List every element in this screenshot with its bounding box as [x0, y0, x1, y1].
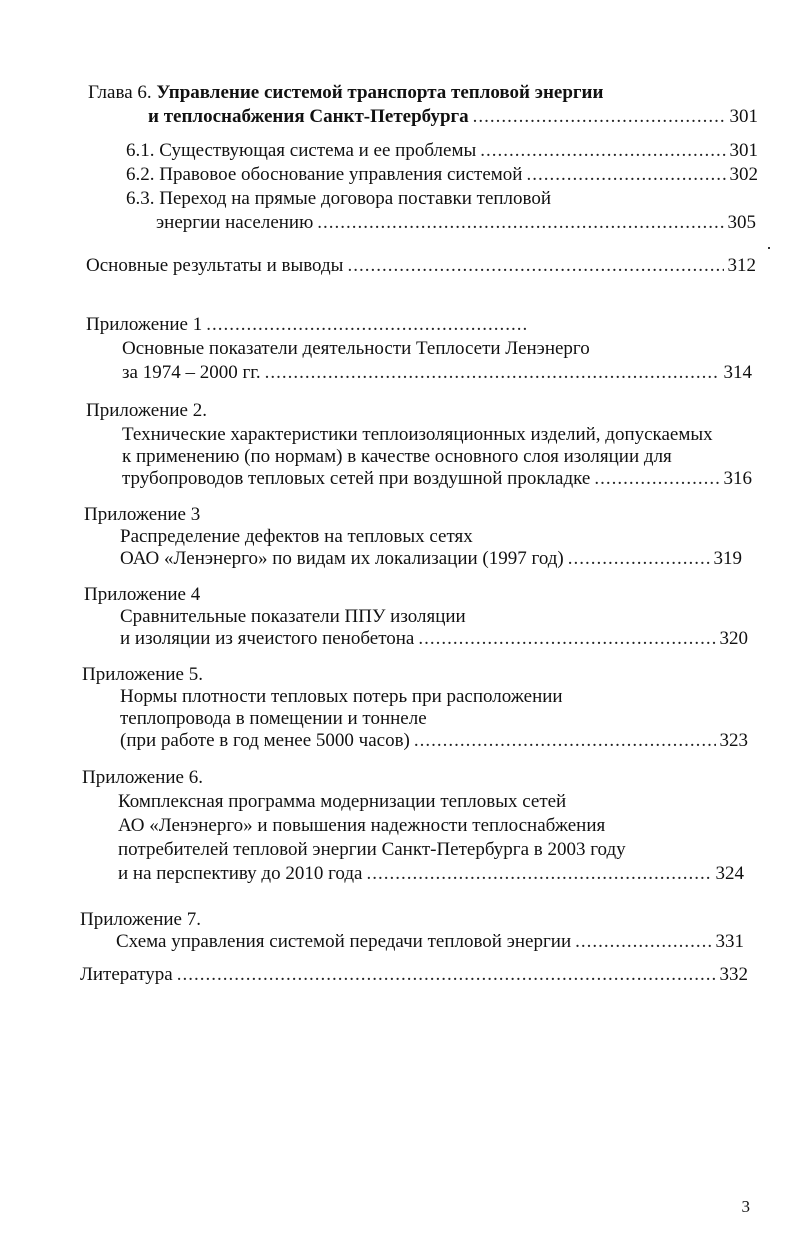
page-ref: 316 [723, 468, 752, 489]
dot-leader [568, 548, 710, 570]
dot-leader [594, 468, 719, 490]
page-ref: 302 [729, 164, 758, 185]
appendix-4-title-line1: Сравнительные показатели ППУ изоляции [120, 606, 466, 627]
dot-leader [177, 964, 716, 986]
appendix-title-last: и на перспективу до 2010 года [118, 863, 363, 884]
appendix-5-title-line2: теплопровода в помещении и тоннеле [120, 708, 427, 729]
dot-leader [347, 255, 723, 277]
appendix-1-title: Основные показатели деятельности Теплосети Ленэнерго [122, 338, 590, 359]
appendix-2-title-line2: к применению (по нормам) в качестве основного слоя изоляции для [122, 446, 672, 467]
toc-entry-appendix-6[interactable] [118, 863, 744, 885]
results-title: Основные результаты и выводы [86, 255, 344, 276]
appendix-3-label: Приложение 3 [84, 504, 201, 525]
toc-entry-literature[interactable] [80, 964, 748, 986]
appendix-2-label: Приложение 2. [86, 400, 207, 421]
page-ref: 314 [723, 362, 752, 383]
scan-speck [768, 247, 770, 249]
dot-leader [526, 164, 725, 186]
page-ref: 324 [715, 863, 744, 884]
appendix-6-title-line1: Комплексная программа модернизации тепловых сетей [118, 791, 567, 812]
toc-entry-appendix-1[interactable] [122, 362, 752, 384]
literature-title: Литература [80, 964, 173, 985]
toc-entry-appendix-5[interactable] [120, 730, 748, 752]
appendix-title-last: и изоляции из ячеистого пенобетона [120, 628, 415, 649]
dot-leader [418, 628, 715, 650]
chapter-6-title-line1 [88, 82, 603, 104]
appendix-title-last: за 1974 – 2000 гг. [122, 362, 261, 383]
page-ref: 312 [727, 255, 756, 276]
page-ref: 301 [729, 140, 758, 161]
appendix-7-label: Приложение 7. [80, 909, 201, 930]
section-title: 6.1. Существующая система и ее проблемы [126, 140, 477, 161]
page-ref: 301 [729, 106, 758, 127]
appendix-title-last: Схема управления системой передачи тепловой энергии [116, 931, 572, 952]
page-ref: 320 [719, 628, 748, 649]
appendix-6-label: Приложение 6. [82, 767, 203, 788]
appendix-title-last: ОАО «Ленэнерго» по видам их локализации (1997 год) [120, 548, 564, 569]
page-number: 3 [741, 1197, 750, 1216]
dot-leader [480, 140, 725, 162]
appendix-label: Приложение 1 [86, 314, 203, 335]
chapter-title-continued: и теплоснабжения Санкт-Петербурга [148, 106, 469, 127]
dot-leader [265, 362, 720, 384]
section-title: 6.2. Правовое обоснование управления системой [126, 164, 523, 185]
toc-entry-appendix-4[interactable] [120, 628, 748, 650]
section-title-continued: энергии населению [156, 212, 314, 233]
toc-entry-section-6-1[interactable] [126, 140, 758, 162]
appendix-5-label: Приложение 5. [82, 664, 203, 685]
page-ref: 323 [719, 730, 748, 751]
toc-entry-results[interactable] [86, 255, 756, 277]
toc-entry-appendix-2[interactable] [122, 468, 752, 490]
appendix-6-title-line2: АО «Ленэнерго» и повышения надежности теплоснабжения [118, 815, 606, 836]
appendix-title-last: трубопроводов тепловых сетей при воздушной прокладке [122, 468, 591, 489]
dot-leader [575, 931, 711, 953]
page-ref: 331 [715, 931, 744, 952]
toc-entry-section-6-2[interactable] [126, 164, 758, 186]
chapter-title: Управление системой транспорта тепловой энергии [156, 82, 604, 103]
toc-entry-appendix-7[interactable] [116, 931, 744, 953]
appendix-3-title-line1: Распределение дефектов на тепловых сетях [120, 526, 473, 547]
appendix-5-title-line1: Нормы плотности тепловых потерь при расположении [120, 686, 563, 707]
dot-leader [414, 730, 716, 752]
appendix-1-label [86, 314, 528, 336]
chapter-prefix: Глава 6. [88, 82, 152, 103]
toc-entry-appendix-3[interactable] [120, 548, 742, 570]
appendix-2-title-line1: Технические характеристики теплоизоляционных изделий, допускаемых [122, 424, 713, 445]
appendix-title-last: (при работе в год менее 5000 часов) [120, 730, 410, 751]
dot-leader [473, 106, 726, 128]
dot-leader [206, 314, 528, 336]
page-ref: 332 [719, 964, 748, 985]
appendix-4-label: Приложение 4 [84, 584, 201, 605]
toc-entry-section-6-3[interactable] [156, 212, 756, 234]
toc-entry-chapter-6[interactable] [148, 106, 758, 128]
section-6-3-title-line1: 6.3. Переход на прямые договора поставки тепловой [126, 188, 552, 209]
dot-leader [317, 212, 723, 234]
page-ref: 319 [713, 548, 742, 569]
appendix-6-title-line3: потребителей тепловой энергии Санкт-Петербурга в 2003 году [118, 839, 626, 860]
dot-leader [366, 863, 711, 885]
page-ref: 305 [727, 212, 756, 233]
